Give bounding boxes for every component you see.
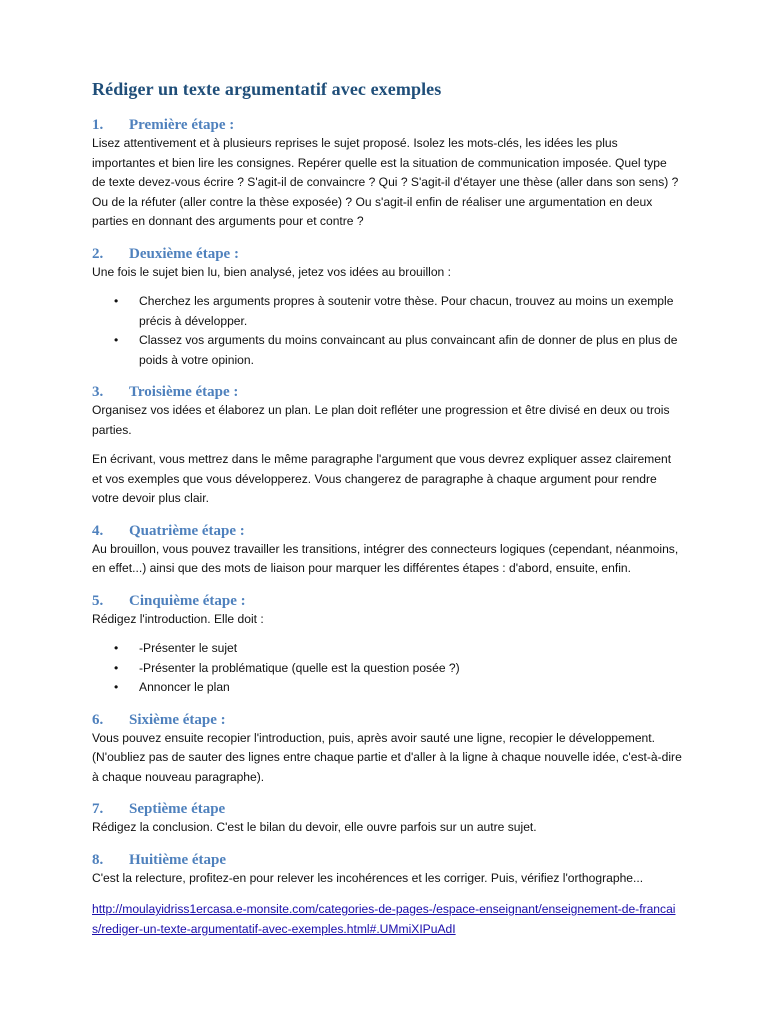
step-heading xyxy=(92,522,682,540)
step-paragraph: Organisez vos idées et élaborez un plan. Le plan doit refléter une progression et être divisé en deux ou trois parties. xyxy=(92,403,670,437)
step-number: 1. xyxy=(92,117,104,133)
step-paragraph: Rédigez la conclusion. C'est le bilan du devoir, elle ouvre parfois sur un autre sujet. xyxy=(92,820,537,834)
step-title: Première étape : xyxy=(129,117,235,133)
list-item: • -Présenter le sujet xyxy=(92,639,682,659)
step-number: 3. xyxy=(92,384,104,400)
step-heading xyxy=(92,116,682,134)
step-paragraph: Au brouillon, vous pouvez travailler les transitions, intégrer des connecteurs logiques (cependant, néanmoins, en effet...) ainsi que des mots de liaison pour marquer les différentes étapes : d'abord, ensuite, enfin. xyxy=(92,541,679,575)
step-paragraph: C'est la relecture, profitez-en pour relever les incohérences et les corriger. Puis, vérifiez l'orthographe... xyxy=(92,870,644,885)
step-title: Quatrième étape : xyxy=(129,522,245,539)
step-6 xyxy=(92,711,682,788)
step-heading xyxy=(92,851,682,869)
step-3 xyxy=(92,383,682,509)
step-2 xyxy=(92,245,682,371)
step-number: 2. xyxy=(92,245,104,262)
step-number: 6. xyxy=(92,711,104,728)
step-5 xyxy=(92,592,682,698)
step-title: Huitième étape xyxy=(129,851,227,868)
step-heading xyxy=(92,711,682,729)
bullet-icon: • xyxy=(114,641,119,655)
document-title: Rédiger un texte argumentatif avec exemples xyxy=(92,79,442,99)
step-paragraph: Rédigez l'introduction. Elle doit : xyxy=(92,611,264,626)
list-item: • Annoncer le plan xyxy=(92,678,682,698)
bullet-list xyxy=(92,292,682,370)
step-number: 4. xyxy=(92,522,104,539)
step-title: Troisième étape : xyxy=(129,384,239,400)
step-7 xyxy=(92,800,682,838)
step-heading xyxy=(92,592,682,610)
step-8 xyxy=(92,851,682,889)
list-item: • -Présenter la problématique (quelle est la question posée ?) xyxy=(92,659,682,679)
step-heading xyxy=(92,800,682,818)
step-title: Deuxième étape : xyxy=(129,245,239,262)
list-item: • Classez vos arguments du moins convaincant au plus convaincant afin de donner de plus en plus de poids à votre opinion. xyxy=(114,333,678,367)
bullet-icon: • xyxy=(114,333,119,347)
document-page xyxy=(92,78,682,939)
step-heading xyxy=(92,383,682,401)
step-paragraph: Une fois le sujet bien lu, bien analysé, jetez vos idées au brouillon : xyxy=(92,264,451,279)
step-title: Sixième étape : xyxy=(129,711,226,728)
bullet-list xyxy=(92,639,682,698)
list-item: • Cherchez les arguments propres à soutenir votre thèse. Pour chacun, trouvez au moins un exemple précis à développer. xyxy=(114,294,674,328)
step-paragraph: Lisez attentivement et à plusieurs reprises le sujet proposé. Isolez les mots-clés, les idées les plus importantes et bien lire les consignes. Repérer quelle est la situation de communication imposée. Quel type de texte devez-vous écrire ? S'agit-il de convaincre ? Qui ? S'agit-il d'étayer une thèse (aller dans son sens) ? Ou de la réfuter (aller contre la thèse exposée) ? Ou s'agit-il enfin de réaliser une argumentation en deux parties en donnant des arguments pour et contre ? xyxy=(92,136,679,228)
bullet-icon: • xyxy=(114,660,119,675)
step-paragraph: Vous pouvez ensuite recopier l'introduction, puis, après avoir sauté une ligne, recopier le développement. (N'oubliez pas de sauter des lignes entre chaque partie et d'aller à la ligne à chaque nouvelle idée, c'est-à-dire à chaque nouveau paragraphe). xyxy=(92,730,682,784)
source-link[interactable]: http://moulayidriss1ercasa.e-monsite.com/categories-de-pages-/espace-enseignant/enseignement-de-francais/rediger-un-texte-argumentatif-avec-exemples.html#.UMmiXIPuAdI xyxy=(92,902,676,936)
step-paragraph: En écrivant, vous mettrez dans le même paragraphe l'argument que vous devrez expliquer assez clairement et vos exemples que vous développerez. Vous changerez de paragraphe à chaque argument pour rendre votre devoir plus clair. xyxy=(92,452,672,505)
step-number: 7. xyxy=(92,801,104,817)
step-title: Septième étape xyxy=(129,801,226,817)
step-4 xyxy=(92,522,682,579)
step-title: Cinquième étape : xyxy=(129,592,246,609)
step-number: 5. xyxy=(92,592,104,609)
bullet-icon: • xyxy=(114,294,119,308)
step-heading xyxy=(92,245,682,263)
step-1 xyxy=(92,116,682,232)
step-number: 8. xyxy=(92,851,104,868)
bullet-icon: • xyxy=(114,680,119,694)
